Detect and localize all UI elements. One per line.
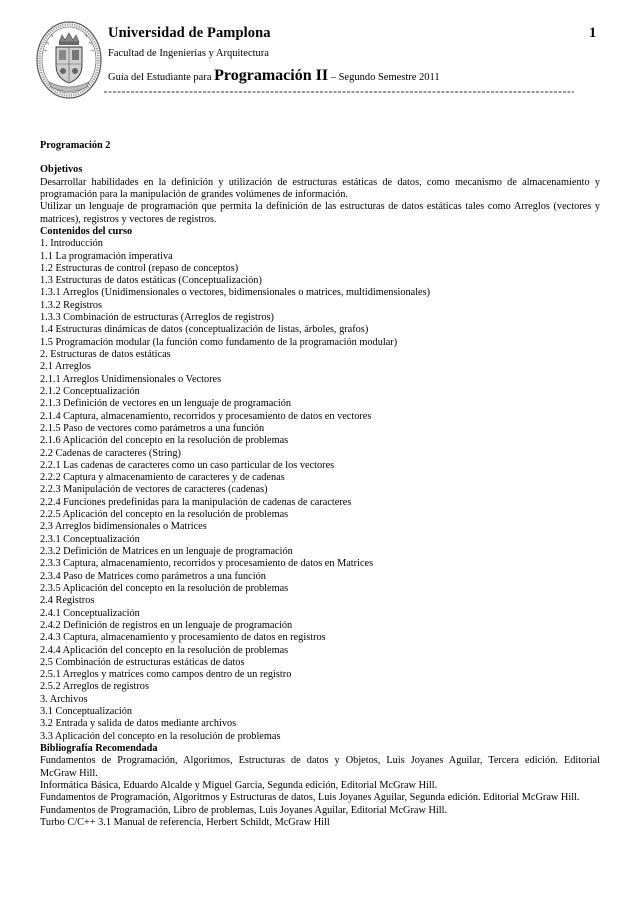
bibliography-line: Fundamentos de Programación, Algoritmos y Estructuras de datos, Luis Joyanes Aguilar, Segunda edición. Editorial McGraw Hill. — [40, 792, 580, 804]
contents-item: 2. Estructuras de datos estáticas — [40, 349, 171, 360]
guide-prefix: Guía del Estudiante para — [108, 72, 212, 83]
contents-item: 2.5.2 Arreglos de registros — [40, 681, 149, 693]
contents-item: 2.1.4 Captura, almacenamiento, recorridos y procesamiento de datos en vectores — [40, 410, 372, 422]
contents-item: 3.3 Aplicación del concepto en la resolución de problemas — [40, 730, 281, 742]
contents-list — [40, 238, 600, 743]
objective-line: Utilizar un lenguaje de programación que permita la definición de las estructuras de datos estáticas tales como Arreglos (vectores y — [40, 201, 600, 213]
contents-item: 1.3.3 Combinación de estructuras (Arreglos de registros) — [40, 312, 274, 324]
contents-item: 2.4 Registros — [40, 595, 95, 607]
contents-item: 2.1.1 Arreglos Unidimensionales o Vectores — [40, 373, 222, 385]
university-name: Universidad de Pamplona — [108, 25, 271, 41]
bibliography-line: Turbo C/C++ 3.1 Manual de referencia, Herbert Schildt, McGraw Hill — [40, 816, 330, 828]
contents-item: 1.3.1 Arreglos (Unidimensionales o vectores, bidimensionales o matrices, multidimensionales) — [40, 287, 431, 299]
objective-line: Desarrollar habilidades en la definición y utilización de estructuras estáticas de datos, como mecanismo de almacenamiento y — [40, 176, 600, 188]
document-body — [40, 140, 600, 829]
contents-item: 3.2 Entrada y salida de datos mediante archivos — [40, 718, 237, 730]
contents-item: 1. Introducción — [40, 238, 103, 250]
contents-item: 2.1.6 Aplicación del concepto en la resolución de problemas — [40, 435, 289, 447]
contents-item: 2.1.5 Paso de vectores como parámetros a una función — [40, 422, 265, 434]
university-seal-icon — [35, 20, 103, 102]
contents-item: 2.2.1 Las cadenas de caracteres como un caso particular de los vectores — [40, 459, 335, 471]
contents-item: 2.4.3 Captura, almacenamiento y procesamiento de datos en registros — [40, 632, 326, 644]
contents-item: 2.2.2 Captura y almacenamiento de caracteres y de cadenas — [40, 472, 285, 484]
contents-item: 2.3.1 Conceptualización — [40, 533, 140, 545]
contents-item: 2.2 Cadenas de caracteres (String) — [40, 447, 181, 459]
contents-item: 1.3 Estructuras de datos estáticas (Conceptualización) — [40, 275, 262, 287]
contents-item: 3. Archivos — [40, 693, 88, 705]
contents-item: 1.1 La programación imperativa — [40, 250, 173, 262]
contents-item: 2.1.3 Definición de vectores en un lenguaje de programación — [40, 398, 292, 410]
contents-item: 2.2.3 Manipulación de vectores de caracteres (cadenas) — [40, 484, 268, 496]
bibliography-line: Fundamentos de Programación, Algoritmos, Estructuras de datos y Objetos, Luis Joyanes Aguilar, Tercera edición. Editorial — [40, 755, 600, 767]
contents-item: 1.5 Programación modular (la función como fundamento de la programación modular) — [40, 336, 398, 348]
objectives-heading: Objetivos — [40, 164, 83, 176]
bibliography-line: McGraw Hill. — [40, 767, 98, 779]
contents-item: 2.3.2 Definición de Matrices en un lenguaje de programación — [40, 546, 293, 557]
contents-heading: Contenidos del curso — [40, 225, 133, 237]
course-name: Programación II — [214, 67, 329, 84]
contents-item: 2.1 Arreglos — [40, 361, 91, 373]
contents-item: 2.2.5 Aplicación del concepto en la resolución de problemas — [40, 509, 289, 521]
contents-item: 2.4.4 Aplicación del concepto en la resolución de problemas — [40, 644, 289, 656]
contents-item: 2.3.3 Captura, almacenamiento, recorridos y procesamiento de datos en Matrices — [40, 558, 374, 570]
document-title: Programación 2 — [40, 140, 111, 151]
objective-line: programación para la manipulación de grandes volúmenes de información. — [40, 188, 348, 200]
contents-item: 2.3.5 Aplicación del concepto en la resolución de problemas — [40, 582, 289, 594]
contents-item: 1.2 Estructuras de control (repaso de conceptos) — [40, 262, 239, 274]
objective-line: matrices), registros y vectores de registros. — [40, 213, 217, 225]
bibliography-heading: Bibliografía Recomendada — [40, 743, 158, 754]
contents-item: 1.3.2 Registros — [40, 299, 103, 311]
page-number: 1 — [589, 25, 597, 41]
contents-item: 2.5.1 Arreglos y matrices como campos dentro de un registro — [40, 669, 292, 681]
semester-label: – Segundo Semestre 2011 — [330, 72, 440, 83]
contents-item: 2.4.2 Definición de registros en un lenguaje de programación — [40, 619, 293, 631]
faculty-name: Facultad de Ingenierías y Arquitectura — [108, 48, 269, 59]
bibliography-line: Informática Básica, Eduardo Alcalde y Miguel Garcia, Segunda edición, Editorial McGraw Hill. — [40, 779, 438, 791]
contents-item: 2.3.4 Paso de Matrices como parámetros a una función — [40, 570, 266, 582]
contents-item: 2.5 Combinación de estructuras estáticas de datos — [40, 656, 245, 668]
contents-item: 3.1 Conceptualización — [40, 706, 133, 718]
contents-item: 2.4.1 Conceptualización — [40, 607, 140, 619]
guide-line — [108, 67, 440, 85]
contents-item: 2.2.4 Funciones predefinidas para la manipulación de cadenas de caracteres — [40, 496, 352, 508]
contents-item: 2.1.2 Conceptualización — [40, 385, 140, 397]
contents-item: 2.3 Arreglos bidimensionales o Matrices — [40, 521, 207, 533]
bibliography-line: Fundamentos de Programación, Libro de problemas, Luis Joyanes Aguilar, Editorial McGraw Hill. — [40, 804, 448, 816]
header-divider — [104, 88, 574, 96]
contents-item: 1.4 Estructuras dinámicas de datos (conceptualización de listas, árboles, grafos) — [40, 324, 369, 336]
